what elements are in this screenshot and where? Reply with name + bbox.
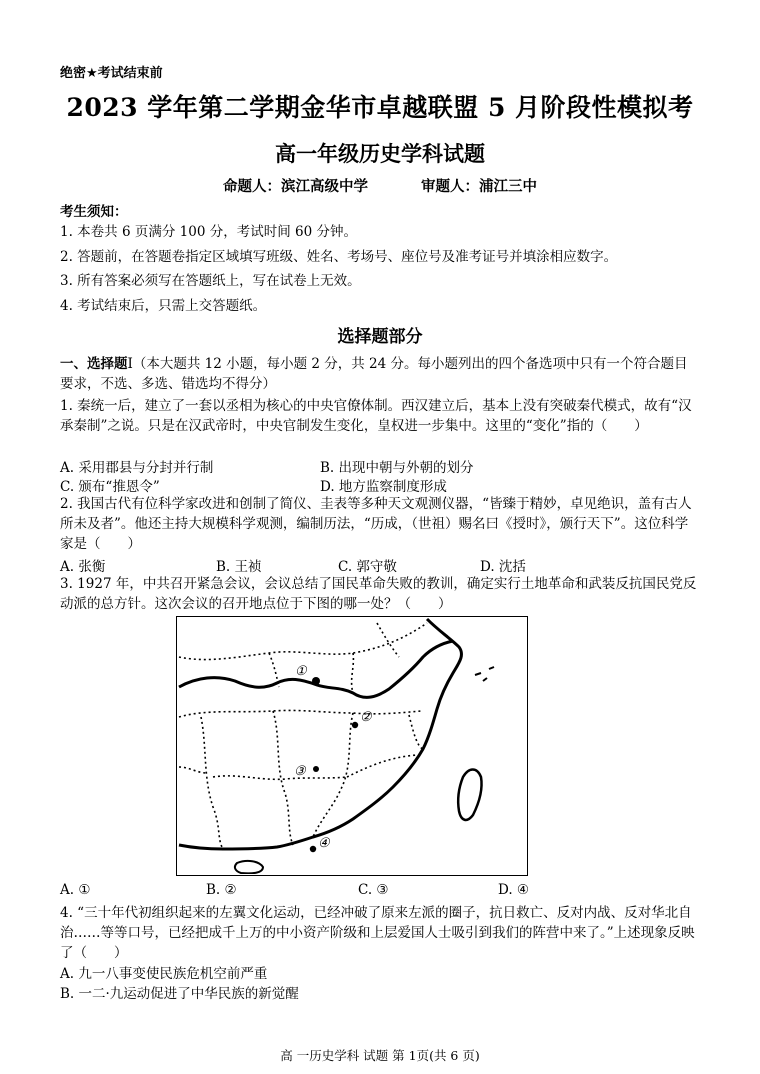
exam-title: 2023 学年第二学期金华市卓越联盟 5 月阶段性模拟考	[66, 93, 694, 122]
question-2-option-a: A. 张衡	[60, 559, 106, 575]
question-2-option-d: D. 沈括	[480, 559, 526, 575]
confidential-mark: 绝密★考试结束前	[60, 66, 163, 81]
page-footer: 高 一历史学科 试题 第 1页(共 6 页)	[280, 1048, 480, 1063]
notes-list	[60, 220, 617, 318]
map-drawing	[177, 617, 526, 874]
question-1-option-a: A. 采用郡县与分封并行制	[60, 460, 214, 476]
question-2-option-b: B. 王祯	[216, 559, 262, 575]
question-3-option-d: D. ④	[498, 882, 530, 898]
question-3-option-a: A. ①	[60, 882, 91, 898]
part-intro	[60, 354, 700, 394]
question-1-stem: 1. 秦统一后，建立了一套以丞相为核心的中央官僚体制。西汉建立后，基本上没有突破秦代模式，故有“汉承秦制”之说。只是在汉武帝时，中央官制发生变化，皇权进一步集中。这里的“变化”指的（ ）	[60, 398, 692, 434]
reviewer: 审题人：浦江三中	[421, 179, 538, 195]
notes-heading: 考生须知：	[60, 204, 128, 220]
author: 命题人：滨江高级中学	[222, 179, 368, 195]
authors-line	[0, 175, 760, 196]
map-label-1: ①	[295, 664, 307, 679]
question-1-option-b: B. 出现中朝与外朝的划分	[320, 460, 474, 476]
question-3-stem: 3. 1927 年，中共召开紧急会议，会议总结了国民革命失败的教训，确定实行土地革命和武装反抗国民党反动派的总方针。这次会议的召开地点位于下图的哪一处？（ ）	[60, 576, 697, 612]
note-item: 2. 答题前，在答题卷指定区域填写班级、姓名、考场号、座位号及准考证号并填涂相应数字。	[60, 248, 618, 265]
question-2-stem: 2. 我国古代有位科学家改进和创制了简仪、圭表等多种天文观测仪器，“皆臻于精妙，卓见绝识，盖有古人所未及者”。他还主持大规模科学观测，编制历法，“历成，（世祖）赐名曰《授时》，颁行天下”。这位科学家是（ ）	[60, 496, 692, 552]
note-item: 3. 所有答案必须写在答题纸上，写在试卷上无效。	[60, 273, 361, 289]
note-item: 4. 考试结束后，只需上交答题纸。	[60, 297, 267, 314]
note-item: 1. 本卷共 6 页满分 100 分，考试时间 60 分钟。	[60, 224, 357, 240]
china-map-figure	[176, 616, 528, 876]
map-label-3: ③	[294, 764, 306, 779]
question-4-stem: 4. “三十年代初组织起来的左翼文化运动，已经冲破了原来左派的圈子，抗日救亡、反对内战、反对华北自治……等等口号，已经把成千上万的中小资产阶级和上层爱国人士吸引到我们的阵营中来了。”上述现象反映了（ ）	[60, 905, 695, 961]
question-1-option-c: C. 颁布“推恩令”	[60, 479, 160, 495]
part-intro-text: Ⅰ（本大题共 12 小题，每小题 2 分，共 24 分。每小题列出的四个备选项中只有一个符合题目要求，不选、多选、错选均不得分）	[60, 356, 688, 392]
question-3-option-c: C. ③	[358, 882, 389, 898]
question-2-option-c: C. 郭守敬	[338, 559, 397, 575]
question-4-option-a: A. 九一八事变使民族危机空前严重	[60, 966, 268, 982]
question-1-option-d: D. 地方监察制度形成	[320, 479, 447, 495]
section-title: 选择题部分	[337, 327, 423, 347]
map-label-2: ②	[360, 710, 372, 725]
exam-subtitle: 高一年级历史学科试题	[275, 141, 485, 166]
question-4-option-b: B. 一二·九运动促进了中华民族的新觉醒	[60, 986, 299, 1002]
question-3-option-b: B. ②	[206, 882, 237, 898]
map-label-4: ④	[318, 836, 330, 851]
part-label: 一、选择题	[60, 356, 128, 372]
